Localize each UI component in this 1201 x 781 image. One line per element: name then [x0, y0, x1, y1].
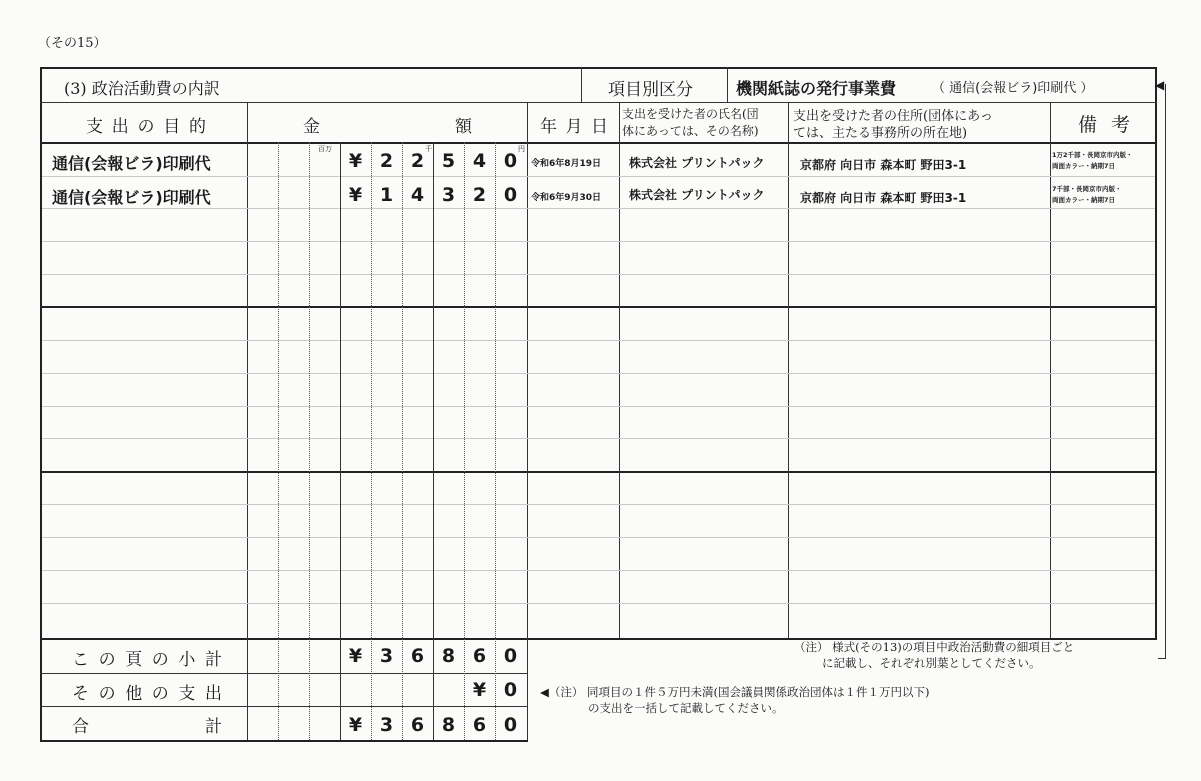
row1-digit: 2	[379, 150, 394, 172]
row2-purpose: 通信(会報ビラ)印刷代	[52, 188, 211, 207]
page-label: （その15）	[38, 36, 107, 51]
other-expense-label	[72, 679, 222, 704]
row1-digit: 0	[503, 150, 518, 172]
row-line	[42, 340, 1155, 341]
row2-remarks-line1: 7千部・長岡京市内版・	[1052, 185, 1122, 193]
note2-line2: の支出を一括して記載してください。	[588, 701, 784, 715]
grand-total-digit: 0	[503, 714, 518, 736]
other-expense-char: 他	[125, 684, 143, 704]
block1-bottom	[40, 306, 1157, 308]
other-expense-char: 支	[178, 684, 196, 704]
col-address-right	[1050, 102, 1051, 638]
grand-total-char: 合	[72, 717, 89, 737]
other-expense-char: の	[151, 684, 169, 704]
header-address-line1: 支出を受けた者の住所(団体にあっ	[793, 109, 993, 124]
topbar-divider-2	[727, 67, 728, 103]
other-expense-char: 出	[204, 684, 222, 704]
row1-digit: 4	[472, 150, 487, 172]
header-remarks	[1078, 110, 1130, 137]
grand-total-digit: 6	[410, 714, 425, 736]
header-payee-line1: 支出を受けた者の氏名(団	[622, 107, 759, 121]
subtotal-digit: 6	[472, 645, 487, 667]
subtotal-digit: 8	[441, 645, 456, 667]
header-payee-line2: 体にあっては、その名称)	[622, 124, 759, 138]
digit-sep	[309, 142, 310, 740]
note1-line1: （注） 様式(その13)の項目中政治活動費の細項目ごと	[794, 640, 1075, 654]
grand-total-char: 計	[205, 717, 222, 737]
grand-total-digit: 3	[379, 714, 394, 736]
header-date	[540, 112, 608, 137]
row-line	[42, 504, 1155, 505]
digit-sep	[278, 142, 279, 740]
grand-total-digit: ¥	[348, 714, 363, 736]
grand-total-digit: 8	[441, 714, 456, 736]
row-line	[42, 406, 1155, 407]
header-purpose-char: 的	[189, 117, 206, 137]
header-divider	[40, 102, 1157, 103]
subtotal-digit: 3	[379, 645, 394, 667]
header-remarks-char: 考	[1110, 114, 1130, 136]
subtotal-char: 小	[178, 650, 196, 670]
row1-remarks-line1: 1万2千部・長岡京市内版・	[1052, 151, 1133, 159]
row1-digit: 2	[410, 150, 425, 172]
row-line	[42, 438, 1155, 439]
other-expense-char: そ	[72, 684, 89, 704]
col-purpose-right	[247, 102, 248, 742]
frame-right	[1155, 67, 1157, 640]
header-date-char: 年	[540, 117, 557, 137]
subtotal-char: 計	[204, 650, 222, 670]
subtotal-label	[72, 645, 222, 670]
row-line	[42, 241, 1155, 242]
row2-digit: 1	[379, 184, 394, 206]
note2-line1: ◀（注） 同項目の１件５万円未満(国会議員関係政治団体は１件１万円以下)	[540, 685, 930, 699]
row1-digit: 5	[441, 150, 456, 172]
subtotal-char: の	[151, 650, 169, 670]
grand-total-label	[72, 712, 222, 737]
header-remarks-char: 備	[1078, 114, 1098, 136]
row1-purpose: 通信(会報ビラ)印刷代	[52, 154, 211, 173]
subtotal-digit: 0	[503, 645, 518, 667]
subtotal-char: 頁	[125, 650, 143, 670]
header-purpose-char: 出	[111, 117, 129, 137]
row2-remarks-line2: 両面カラー・納期7日	[1052, 196, 1116, 204]
row2-digit: 4	[410, 184, 425, 206]
row-line	[42, 603, 1155, 604]
note1-line2: に記載し、それぞれ別葉としてください。	[822, 656, 1041, 670]
block2-bottom	[40, 471, 1157, 473]
unit-million: 百万	[318, 145, 332, 153]
totals-bottom	[40, 740, 528, 742]
row2-digit: 0	[503, 184, 518, 206]
header-purpose-char: 支	[86, 117, 103, 137]
totals-row2-bottom	[40, 706, 528, 707]
row2-digit: 2	[472, 184, 487, 206]
col-date-right	[619, 102, 620, 638]
arrow-left-icon: ◀	[1155, 78, 1165, 92]
row1-payee: 株式会社 プリントパック	[629, 156, 765, 170]
subtotal-char: こ	[72, 650, 89, 670]
header-date-char: 月	[565, 117, 583, 137]
other-expense-digit: ¥	[472, 679, 487, 701]
grand-total-digit: 6	[472, 714, 487, 736]
bracket-line	[1165, 84, 1166, 659]
unit-thousand: 千	[425, 145, 432, 153]
col-payee-right	[788, 102, 789, 638]
row1-remarks-line2: 両面カラー・納期7日	[1052, 162, 1116, 170]
row1-address: 京都府 向日市 森本町 野田3-1	[800, 158, 967, 172]
header-amount-left: 金	[303, 117, 320, 137]
row-line	[42, 373, 1155, 374]
topbar-divider-1	[581, 67, 582, 103]
row1-date: 令和6年8月19日	[531, 159, 602, 169]
row-line	[42, 208, 1155, 209]
header-address-line2: ては、主たる事務所の所在地)	[793, 126, 968, 141]
row-line	[42, 176, 1155, 177]
col-amount-right	[527, 102, 528, 742]
header-bottom	[40, 142, 1157, 144]
subtotal-digit: ¥	[348, 645, 363, 667]
category-detail: （ 通信(会報ビラ)印刷代 ）	[932, 81, 1094, 96]
subtotal-digit: 6	[410, 645, 425, 667]
header-purpose-char: 目	[163, 117, 181, 137]
header-date-char: 日	[591, 117, 608, 137]
header-amount-right: 額	[455, 117, 472, 137]
totals-row1-bottom	[40, 673, 528, 674]
row2-digit: ¥	[348, 184, 363, 206]
row-line	[42, 274, 1155, 275]
category-label: 項目別区分	[608, 80, 693, 100]
row2-payee: 株式会社 プリントパック	[629, 188, 765, 202]
subtotal-char: の	[98, 650, 116, 670]
row2-date: 令和6年9月30日	[531, 193, 602, 203]
unit-yen: 円	[518, 145, 525, 153]
section-title: (3) 政治活動費の内訳	[64, 79, 220, 98]
row-line	[42, 570, 1155, 571]
header-purpose-char: の	[137, 117, 155, 137]
frame-left	[40, 67, 42, 742]
bracket-foot	[1158, 658, 1166, 659]
other-expense-digit: 0	[503, 679, 518, 701]
header-purpose	[86, 112, 206, 137]
row1-digit: ¥	[348, 150, 363, 172]
other-expense-char: の	[98, 684, 116, 704]
category-value: 機関紙誌の発行事業費	[736, 79, 897, 98]
frame-top	[40, 67, 1157, 69]
row-line	[42, 537, 1155, 538]
row2-address: 京都府 向日市 森本町 野田3-1	[800, 191, 967, 205]
row2-digit: 3	[441, 184, 456, 206]
